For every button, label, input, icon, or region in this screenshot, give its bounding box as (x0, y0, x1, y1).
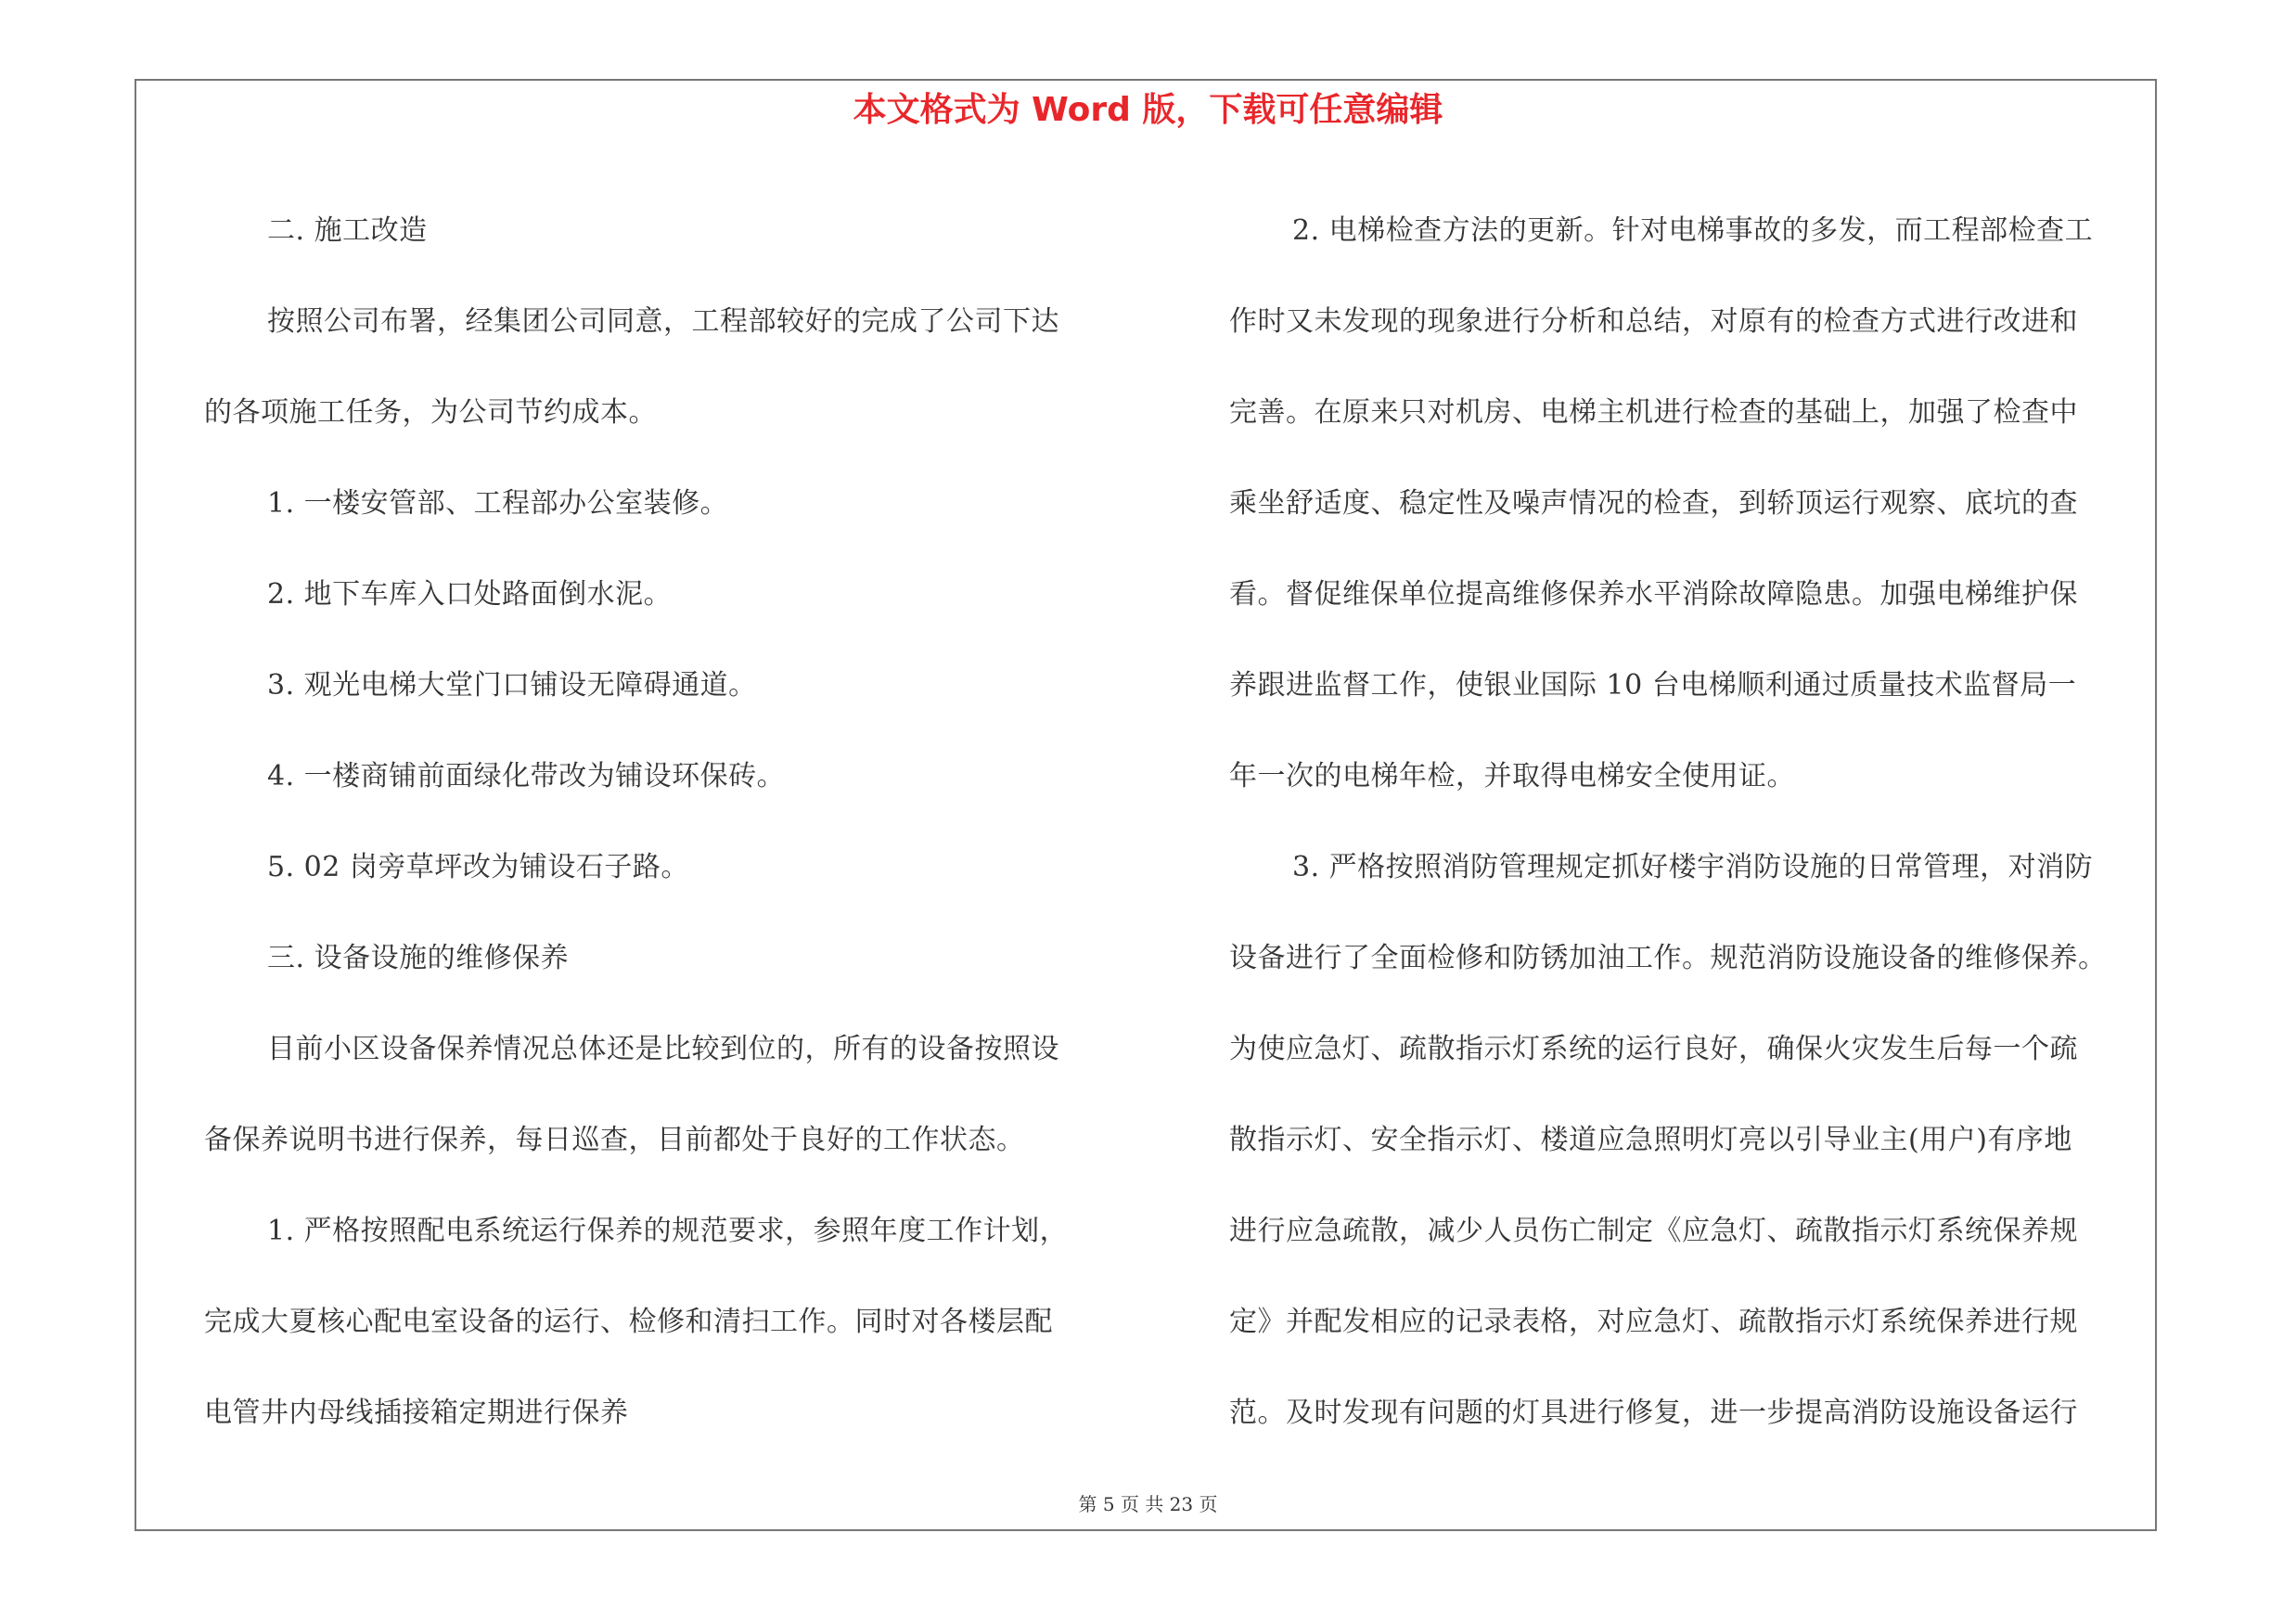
text-line: 乘坐舒适度、稳定性及噪声情况的检查，到轿顶运行观察、底坑的查 (1229, 487, 2078, 520)
text-line: 范。及时发现有问题的灯具进行修复，进一步提高消防设施设备运行 (1229, 1397, 2078, 1429)
text-line: 2. 电梯检查方法的更新。针对电梯事故的多发，而工程部检查工 (1292, 214, 2094, 247)
document-header-notice: 本文格式为 Word 版，下载可任意编辑 (853, 91, 1443, 129)
list-item: 4. 一楼商铺前面绿化带改为铺设环保砖。 (267, 760, 786, 792)
text-line: 按照公司布署，经集团公司同意，工程部较好的完成了公司下达 (267, 305, 1059, 338)
text-line: 设备进行了全面检修和防锈加油工作。规范消防设施设备的维修保养。 (1229, 942, 2107, 974)
text-line: 进行应急疏散，减少人员伤亡制定《应急灯、疏散指示灯系统保养规 (1229, 1215, 2078, 1247)
list-item: 3. 观光电梯大堂门口铺设无障碍通道。 (267, 669, 757, 702)
text-line: 为使应急灯、疏散指示灯系统的运行良好，确保火灾发生后每一个疏 (1229, 1033, 2078, 1065)
text-line: 定》并配发相应的记录表格，对应急灯、疏散指示灯系统保养进行规 (1229, 1306, 2078, 1338)
text-line: 看。督促维保单位提高维修保养水平消除故障隐患。加强电梯维护保 (1229, 578, 2078, 611)
text-line: 完善。在原来只对机房、电梯主机进行检查的基础上，加强了检查中 (1229, 396, 2078, 429)
list-item: 1. 一楼安管部、工程部办公室装修。 (267, 487, 729, 520)
left-text-column (204, 186, 1141, 1459)
list-item: 5. 02 岗旁草坪改为铺设石子路。 (267, 851, 689, 883)
list-item: 2. 地下车库入口处路面倒水泥。 (267, 578, 673, 611)
section-heading-maintenance: 三. 设备设施的维修保养 (267, 942, 570, 974)
right-text-column (1229, 186, 2152, 1459)
text-line: 散指示灯、安全指示灯、楼道应急照明灯亮以引导业主(用户)有序地 (1229, 1124, 2072, 1156)
text-line: 电管井内母线插接箱定期进行保养 (204, 1397, 629, 1429)
text-line: 备保养说明书进行保养，每日巡查，目前都处于良好的工作状态。 (204, 1124, 1025, 1156)
page-number: 第 5 页 共 23 页 (1078, 1493, 1218, 1515)
section-heading-construction: 二. 施工改造 (267, 214, 428, 247)
text-line: 目前小区设备保养情况总体还是比较到位的，所有的设备按照设 (267, 1033, 1059, 1065)
text-line: 完成大夏核心配电室设备的运行、检修和清扫工作。同时对各楼层配 (204, 1306, 1053, 1338)
text-line: 作时又未发现的现象进行分析和总结，对原有的检查方式进行改进和 (1229, 305, 2078, 338)
text-line: 养跟进监督工作，使银业国际 10 台电梯顺利通过质量技术监督局一 (1229, 669, 2077, 702)
text-line: 的各项施工任务，为公司节约成本。 (204, 396, 657, 429)
text-line: 年一次的电梯年检，并取得电梯安全使用证。 (1229, 760, 1795, 792)
text-line: 1. 严格按照配电系统运行保养的规范要求，参照年度工作计划， (267, 1215, 1069, 1247)
text-line: 3. 严格按照消防管理规定抓好楼宇消防设施的日常管理，对消防 (1292, 851, 2094, 883)
